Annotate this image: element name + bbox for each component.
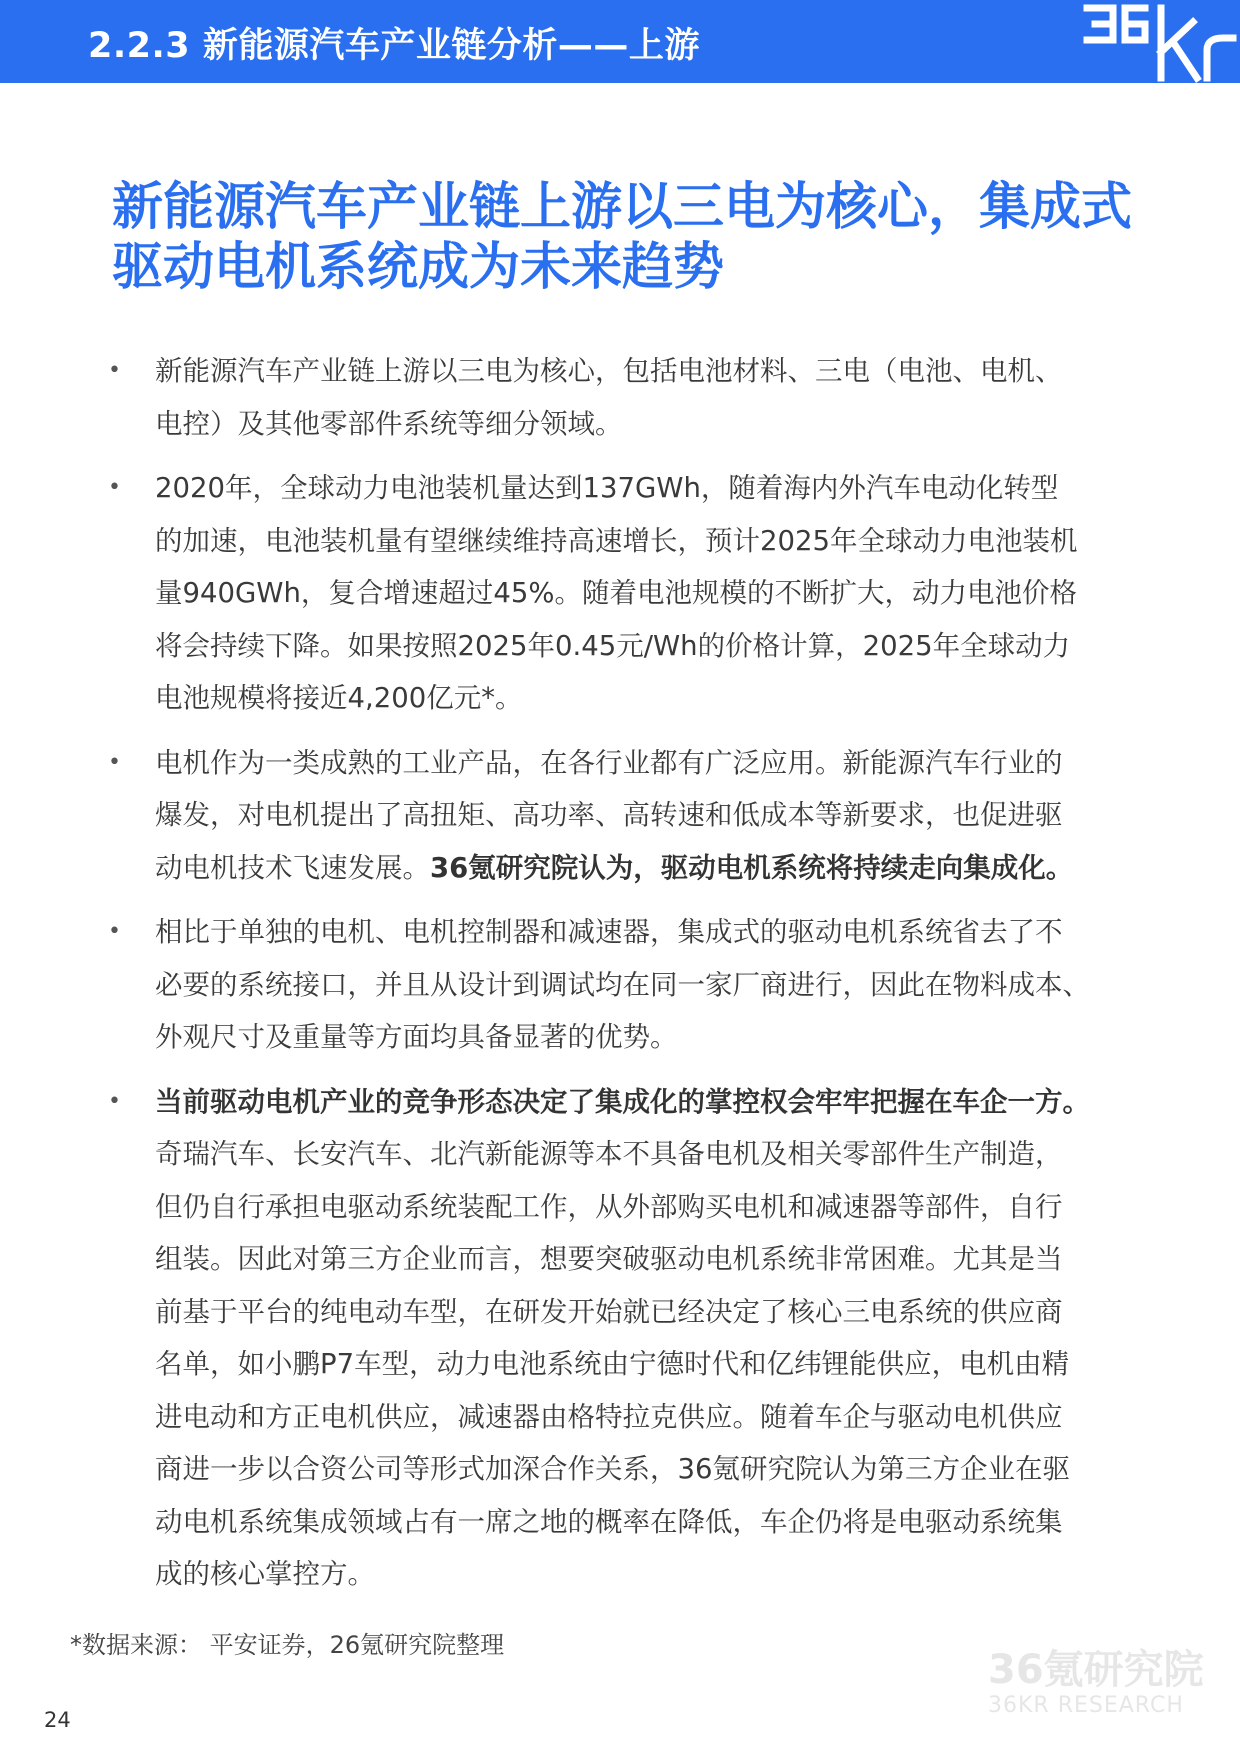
- bullet-2-line-5: 电池规模将接近4,200亿元*。: [155, 682, 523, 714]
- bullet-dot: •: [108, 1088, 121, 1114]
- section-title: 2.2.3 新能源汽车产业链分析——上游: [88, 26, 700, 66]
- bullet-2-line-2: 的加速，电池装机量有望继续维持高速增长，预计2025年全球动力电池装机: [155, 524, 1078, 557]
- bullet-3-line-1: 电机作为一类成熟的工业产品，在各行业都有广泛应用。新能源汽车行业的: [155, 746, 1063, 779]
- bullet-5-line-6: 进电动和方正电机供应，减速器由格特拉克供应。随着车企与驱动电机供应: [155, 1400, 1063, 1433]
- bullet-3-bold-conclusion: 36氪研究院认为，驱动电机系统将持续走向集成化。: [430, 851, 1074, 884]
- watermark-en: 36KR RESEARCH: [988, 1693, 1184, 1718]
- bullet-5-bold-lead: 当前驱动电机产业的竞争形态决定了集成化的掌控权会牢牢把握在车企一方。: [155, 1085, 1090, 1118]
- bullet-2-line-1: 2020年，全球动力电池装机量达到137GWh，随着海内外汽车电动化转型: [155, 472, 1059, 504]
- bullet-1-line-1: 新能源汽车产业链上游以三电为核心，包括电池材料、三电（电池、电机、: [155, 355, 1063, 387]
- bullet-5-line-5: 名单，如小鹏P7车型，动力电池系统由宁德时代和亿纬锂能供应，电机由精: [155, 1348, 1070, 1380]
- bullet-2-line-3: 量940GWh，复合增速超过45%。随着电池规模的不断扩大，动力电池价格: [155, 577, 1078, 609]
- watermark-cn: 36氪研究院: [988, 1647, 1204, 1693]
- bullet-2-line-4: 将会持续下降。如果按照2025年0.45元/Wh的价格计算，2025年全球动力: [155, 629, 1071, 662]
- bullet-dot: •: [108, 919, 121, 944]
- bullet-5-line-9: 成的核心掌控方。: [155, 1558, 375, 1590]
- bullet-5-line-4: 前基于平台的纯电动车型，在研发开始就已经决定了核心三电系统的供应商: [155, 1295, 1063, 1328]
- bullet-4-line-3: 外观尺寸及重量等方面均具备显著的优势。: [155, 1021, 678, 1053]
- bullet-3-line-3: [155, 842, 1135, 895]
- source-note: *数据来源： 平安证券，26氪研究院整理: [70, 1631, 505, 1659]
- headline-line-1: 新能源汽车产业链上游以三电为核心，集成式: [112, 178, 1133, 237]
- bullet-5-line-8: 动电机系统集成领域占有一席之地的概率在降低，车企仍将是电驱动系统集: [155, 1505, 1063, 1538]
- bullet-4-line-2: 必要的系统接口，并且从设计到调试均在同一家厂商进行，因此在物料成本、: [155, 968, 1090, 1001]
- bullet-3-line-2: 爆发，对电机提出了高扭矩、高功率、高转速和低成本等新要求，也促进驱: [155, 799, 1063, 831]
- bullet-dot: •: [108, 475, 121, 500]
- bullet-item-2: [0, 462, 1135, 725]
- bullet-item-3: [0, 737, 1135, 895]
- bullet-5-line-7: 商进一步以合资公司等形式加深合作关系，36氪研究院认为第三方企业在驱: [155, 1453, 1070, 1485]
- bullet-3-line-3-text: 动电机技术飞速发展。: [155, 851, 430, 884]
- headline-line-2: 驱动电机系统成为未来趋势: [112, 238, 725, 297]
- bullet-dot: •: [108, 358, 121, 383]
- bullet-1-line-2: 电控）及其他零部件系统等细分领域。: [155, 407, 623, 440]
- bullet-4-line-1: 相比于单独的电机、电机控制器和减速器，集成式的驱动电机系统省去了不: [155, 916, 1063, 948]
- bullet-dot: •: [108, 749, 121, 775]
- header-bar: [0, 0, 1240, 83]
- page-number: 24: [44, 1708, 71, 1732]
- headline: [112, 178, 1152, 298]
- bullet-5-line-2: 但仍自行承担电驱动系统装配工作，从外部购买电机和减速器等部件，自行: [155, 1190, 1063, 1223]
- bullet-5-line-1: 奇瑞汽车、长安汽车、北汽新能源等本不具备电机及相关零部件生产制造，: [155, 1138, 1063, 1170]
- watermark: [988, 1648, 1204, 1720]
- bullet-item-1: [0, 345, 1135, 450]
- bullet-item-4: [0, 906, 1135, 1064]
- bullet-item-5: [0, 1076, 1135, 1601]
- bullet-5-line-3: 组装。因此对第三方企业而言，想要突破驱动电机系统非常困难。尤其是当: [155, 1243, 1063, 1275]
- bullet-list: [0, 345, 1240, 1613]
- 36kr-logo: [1075, 0, 1240, 83]
